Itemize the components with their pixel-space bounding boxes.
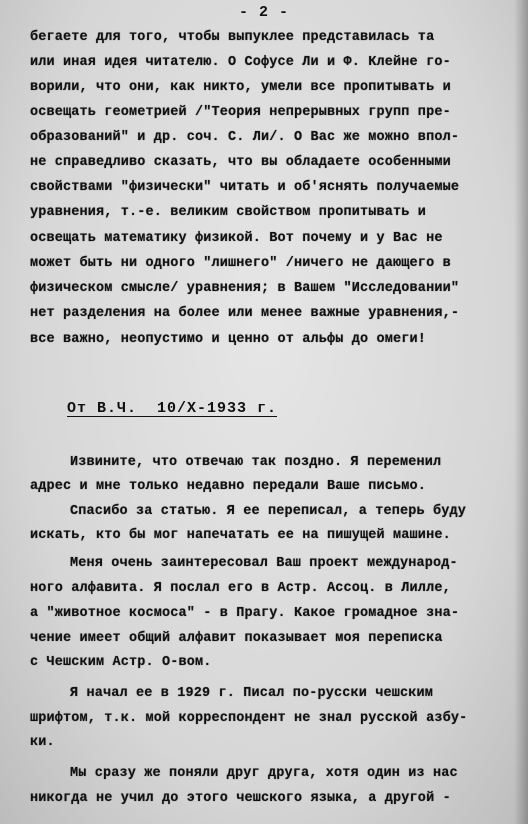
text-line: чение имеет общий алфавит показывает моя переписка (30, 631, 443, 646)
text-line: свойствами "физически" читать и об'яснять получаемые (30, 180, 460, 195)
text-line: с Чешским Астр. О-вом. (30, 655, 212, 670)
letter-heading: От В.Ч. 10/X-1933 г. (67, 400, 278, 417)
text-line: освещать геометрией /"Теория непрерывных групп пре- (30, 105, 451, 120)
text-line: все важно, неопустимо и ценно от альфы до омеги! (30, 332, 427, 347)
text-line: искать, кто бы мог напечатать ее на пишущей машине. (30, 528, 451, 543)
text-line: ворили, что они, как никто, умели все пропитывать и (30, 80, 451, 95)
text-line: может быть ни одного "лишнего" /ничего не дающего в (30, 256, 451, 271)
text-line: шрифтом, т.к. мой корреспондент не знал русской азбу- (30, 711, 468, 726)
page-number: - 2 - (238, 4, 289, 21)
text-line: образований" и др. соч. С. Ли/. О Вас же можно впол- (30, 130, 460, 145)
text-line: ки. (30, 735, 55, 750)
text-line: или иная идея читателю. О Софусе Ли и Ф. Клейне го- (30, 55, 451, 70)
text-line: адрес и мне только недавно передали Ваше письмо. (30, 479, 427, 494)
text-line: освещать математику физикой. Вот почему и у Вас не (30, 231, 443, 246)
text-line: Я начал ее в 1929 г. Писал по-русски чешским (70, 686, 434, 701)
text-line: Извините, что отвечаю так поздно. Я переменил (70, 455, 442, 470)
text-line: не справедливо сказать, что вы обладаете особенными (30, 155, 451, 170)
text-line: нет разделения на более или менее важные уравнения,- (30, 306, 460, 321)
text-line: а "животное космоса" - в Прагу. Какое громадное зна- (30, 606, 460, 621)
text-line: Меня очень заинтересовал Ваш проект международ- (70, 556, 458, 571)
text-line: физическом смысле/ уравнения; в Вашем "Исследовании" (30, 281, 460, 296)
text-line: никогда не учил до этого чешского языка, а другой - (30, 791, 451, 806)
text-line: уравнения, т.-е. великим свойством пропитывать и (30, 205, 427, 220)
text-line: ного алфавита. Я послал его в Астр. Ассоц. в Лилле, (30, 581, 451, 596)
text-line: Мы сразу же поняли друг друга, хотя один из нас (70, 766, 458, 781)
text-line: Спасибо за статью. Я ее переписал, а теперь буду (70, 504, 467, 519)
text-line: бегаете для того, чтобы выпуклее представилась та (30, 30, 435, 45)
